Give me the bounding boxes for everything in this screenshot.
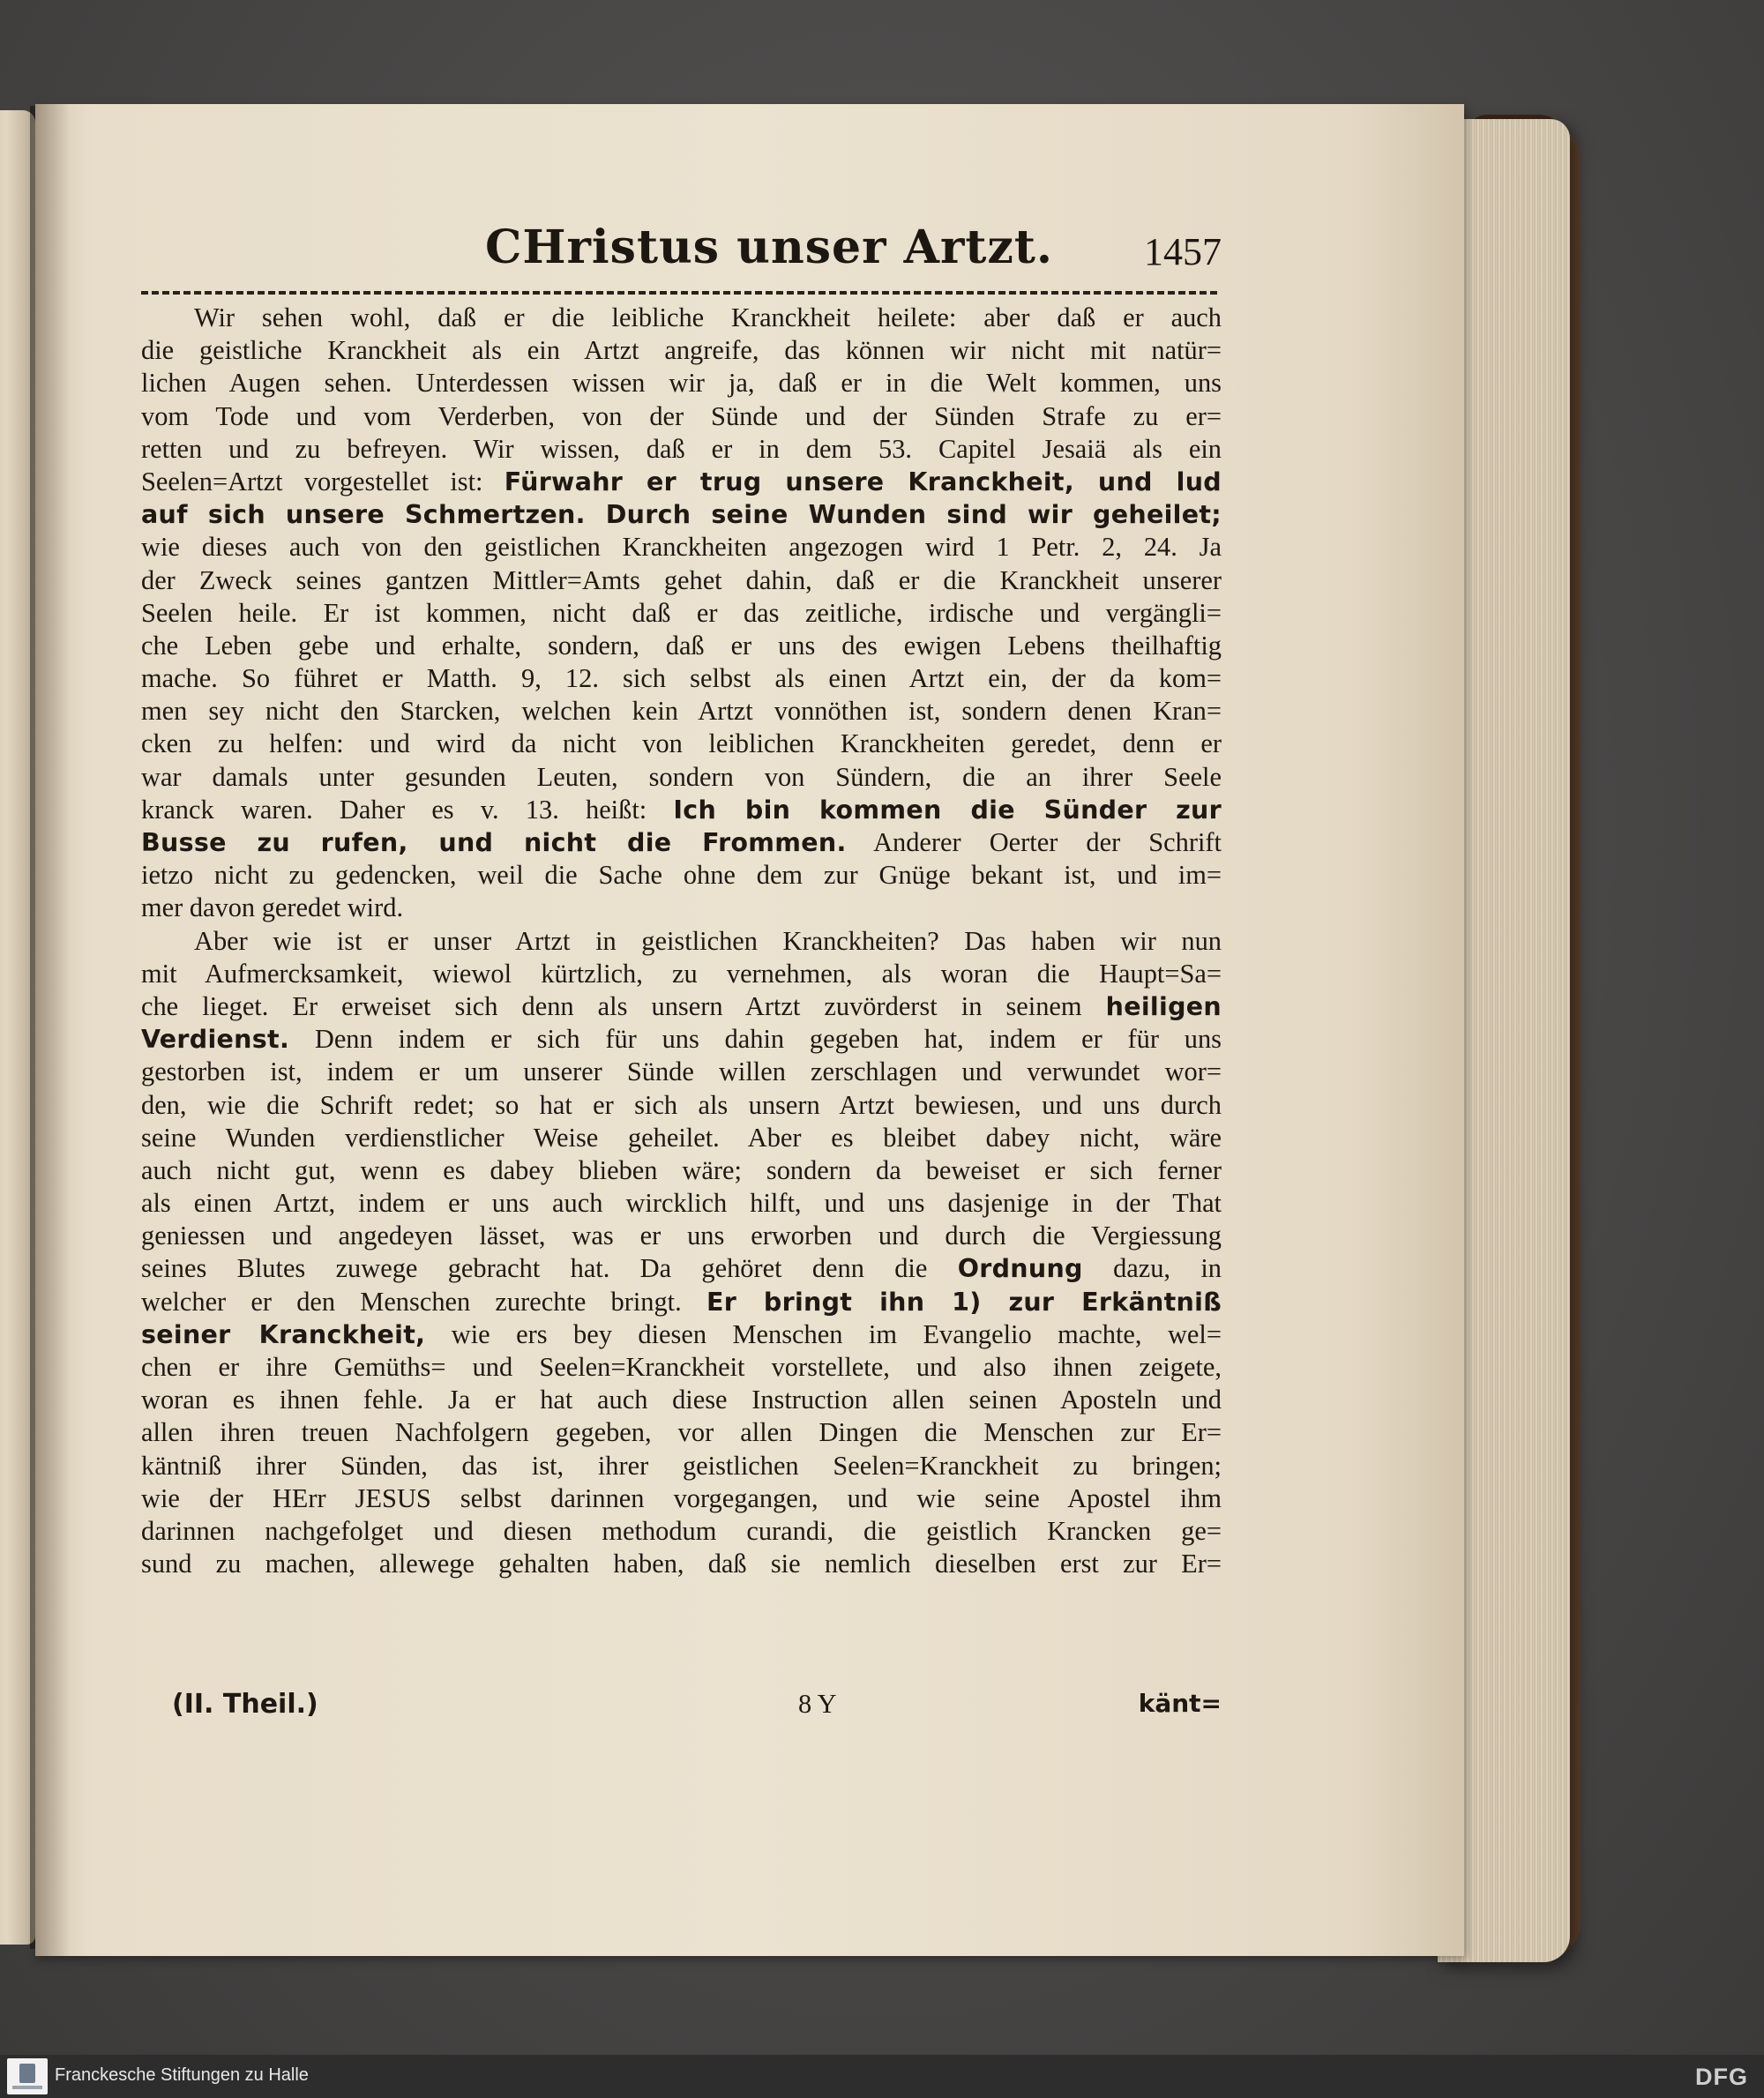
text-line: auch nicht gut, wenn es dabey blieben wäre; sondern da beweiset er sich ferner	[141, 1154, 1222, 1185]
text-line: der Zweck seines gantzen Mittler=Amts gehet dahin, daß er die Kranckheit unserer	[141, 564, 1222, 595]
text-line: war damals unter gesunden Leuten, sondern von Sündern, die an ihrer Seele	[141, 761, 1222, 792]
emphasis-text: auf sich unsere Schmertzen. Durch seine Wunden sind wir geheilet;	[141, 500, 1222, 530]
catchword: känt=	[1138, 1689, 1222, 1718]
text-line: Seelen heile. Er ist kommen, nicht daß er das zeitliche, irdische und vergängli=	[141, 597, 1222, 628]
text-line: cken zu helfen: und wird da nicht von leiblichen Kranckheiten geredet, denn er	[141, 728, 1222, 759]
emphasis-text: Er bringt ihn 1) zur Erkäntniß	[706, 1287, 1222, 1317]
text-line: wie der HErr JESUS selbst darinnen vorgegangen, und wie seine Apostel ihm	[141, 1482, 1222, 1513]
text-line: mer davon geredet wird.	[141, 892, 404, 923]
page-title: CHristus unser Artzt.	[485, 220, 1054, 274]
text-line: sund zu machen, allewege gehalten haben, daß sie nemlich dieselben erst zur Er=	[141, 1549, 1222, 1579]
emphasis-text: Ich bin kommen die Sünder zur	[673, 795, 1222, 825]
emphasis-text: seiner Kranckheit,	[141, 1319, 426, 1349]
text-line: retten und zu befreyen. Wir wissen, daß er in dem 53. Capitel Jesaiä als ein	[141, 433, 1222, 464]
text-line: allen ihren treuen Nachfolgern gegeben, vor allen Dingen die Menschen zur Er=	[141, 1417, 1222, 1448]
text-line: käntniß ihrer Sünden, das ist, ihrer geistlichen Seelen=Kranckheit zu bringen;	[141, 1450, 1222, 1481]
institution-name[interactable]: Franckesche Stiftungen zu Halle	[55, 2065, 309, 2085]
text-line: wie dieses auch von den geistlichen Kranckheiten angezogen wird 1 Petr. 2, 24. Ja	[141, 532, 1222, 563]
text-line: vom Tode und vom Verderben, von der Sünde und der Sünden Strafe zu er=	[141, 400, 1222, 431]
text-line: die geistliche Kranckheit als ein Artzt angreife, das können wir nicht mit natür=	[141, 335, 1222, 366]
header-rule	[141, 291, 1217, 295]
text-line: mit Aufmercksamkeit, wiewol kürtzlich, zu vernehmen, als woran die Haupt=Sa=	[141, 958, 1222, 989]
text-line: men sey nicht den Starcken, welchen kein Artzt vonnöthen ist, sondern denen Kran=	[141, 696, 1222, 727]
text-line: ietzo nicht zu gedencken, weil die Sache ohne dem zur Gnüge bekant ist, und im=	[141, 860, 1222, 891]
emphasis-text: Busse zu rufen, und nicht die Frommen.	[141, 828, 847, 857]
text-line: geniessen und angedeyen lässet, was er uns erworben und durch die Vergiessung	[141, 1221, 1222, 1251]
emphasis-text: Ordnung	[957, 1254, 1083, 1284]
dfg-logo[interactable]: DFG	[1695, 2064, 1748, 2090]
emphasis-text: Verdienst.	[141, 1025, 290, 1055]
text-line: mache. So führet er Matth. 9, 12. sich selbst als einen Artzt ein, der da kom=	[141, 663, 1222, 694]
sheet-signature-mark: 8 Y	[798, 1689, 837, 1719]
text-line: welcher er den Menschen zurechte bringt. Er bringt ihn 1) zur Erkäntniß	[141, 1286, 1222, 1317]
text-line: Wir sehen wohl, daß er die leibliche Kranckheit heilete: aber daß er auch	[194, 302, 1222, 332]
volume-signature: (II. Theil.)	[172, 1689, 318, 1720]
text-line: kranck waren. Daher es v. 13. heißt: Ich bin kommen die Sünder zur	[141, 794, 1222, 825]
text-line: lichen Augen sehen. Unterdessen wissen wir ja, daß er in die Welt kommen, uns	[141, 368, 1222, 399]
text-line: seine Wunden verdienstlicher Weise geheilet. Aber es bleibet dabey nicht, wäre	[141, 1122, 1222, 1153]
text-line	[141, 498, 1222, 531]
page-gutter-shadow	[35, 104, 71, 1956]
text-line: Aber wie ist er unser Artzt in geistlichen Kranckheiten? Das haben wir nun	[194, 925, 1222, 956]
text-line: seiner Kranckheit, wie ers bey diesen Menschen im Evangelio machte, wel=	[141, 1318, 1222, 1349]
text-line: che Leben gebe und erhalte, sondern, daß er uns des ewigen Lebens theilhaftig	[141, 630, 1222, 661]
text-line: seines Blutes zuwege gebracht hat. Da gehöret denn die Ordnung dazu, in	[141, 1253, 1222, 1284]
text-line: che lieget. Er erweiset sich denn als unsern Artzt zuvörderst in seinem heiligen	[141, 990, 1222, 1021]
page-body-text	[141, 302, 1222, 1580]
page-number: 1457	[1144, 230, 1222, 273]
text-line: woran es ihnen fehle. Ja er hat auch diese Instruction allen seinen Aposteln und	[141, 1385, 1222, 1415]
page-footer	[141, 1689, 1222, 1726]
emphasis-text: Fürwahr er trug unsere Kranckheit, und lud	[504, 467, 1222, 497]
text-line: chen er ihre Gemüths= und Seelen=Kranckheit vorstellete, und also ihnen zeigete,	[141, 1352, 1222, 1382]
text-line: darinnen nachgefolget und diesen methodum curandi, die geistlich Krancken ge=	[141, 1515, 1222, 1546]
emphasis-text: heiligen	[1105, 991, 1222, 1021]
viewer-bottom-bar	[0, 2055, 1764, 2098]
text-line: Seelen=Artzt vorgestellet ist: Fürwahr er trug unsere Kranckheit, und lud	[141, 466, 1222, 497]
text-line: den, wie die Schrift redet; so hat er sich als unsern Artzt bewiesen, und uns durch	[141, 1089, 1222, 1120]
text-line: als einen Artzt, indem er uns auch wircklich hilft, und uns dasjenige in der That	[141, 1188, 1222, 1219]
text-line: gestorben ist, indem er um unserer Sünde willen zerschlagen und verwundet wor=	[141, 1056, 1222, 1087]
institution-logo-icon[interactable]	[7, 2058, 48, 2094]
text-line: Busse zu rufen, und nicht die Frommen. Anderer Oerter der Schrift	[141, 827, 1222, 857]
running-head	[137, 220, 1222, 287]
text-line: Verdienst. Denn indem er sich für uns dahin gegeben hat, indem er für uns	[141, 1024, 1222, 1055]
